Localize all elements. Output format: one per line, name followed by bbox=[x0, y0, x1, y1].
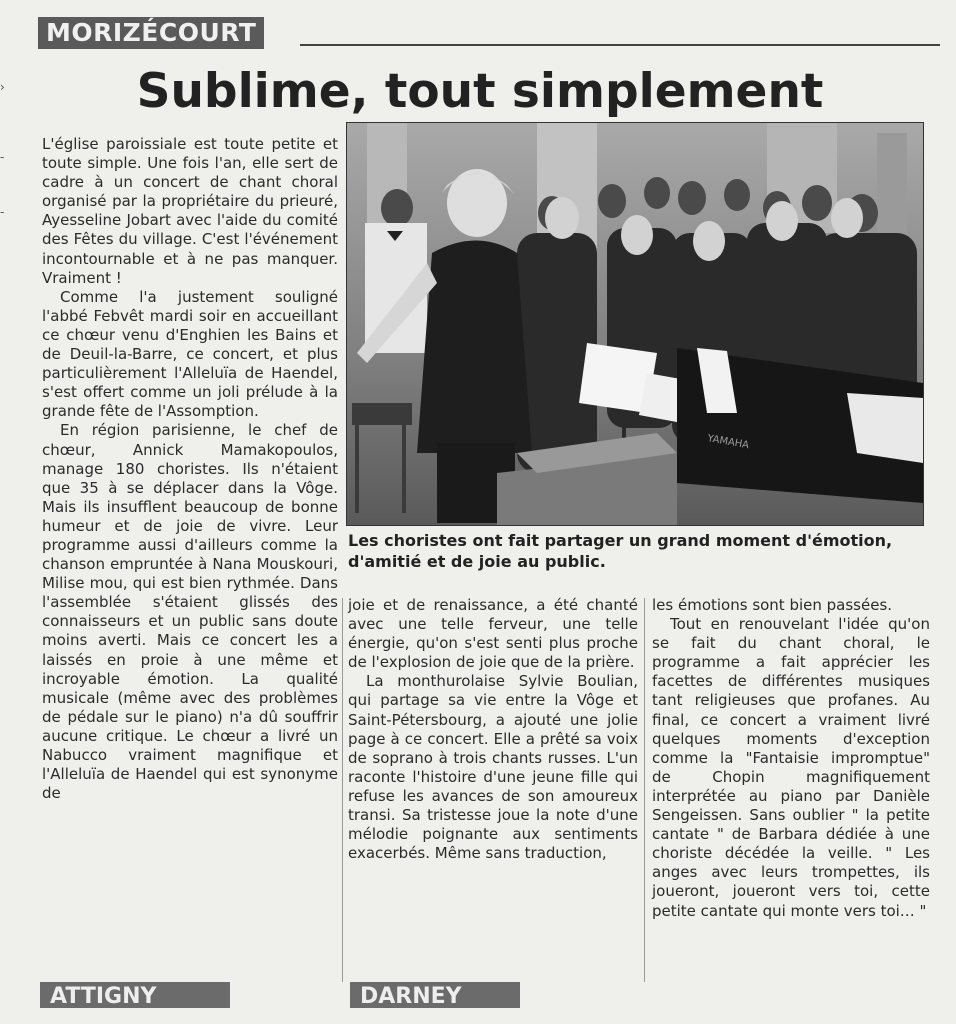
next-section-kicker: DARNEY bbox=[350, 982, 520, 1008]
section-kicker: MORIZÉCOURT bbox=[38, 17, 264, 49]
margin-mark: - bbox=[0, 205, 5, 219]
next-section-kicker: ATTIGNY bbox=[40, 982, 230, 1008]
concert-photo bbox=[346, 122, 924, 526]
piano-brand-label: YAMAHA bbox=[706, 433, 750, 452]
article-column-2 bbox=[348, 596, 638, 863]
section-rule bbox=[300, 44, 940, 46]
paragraph: L'église paroissiale est toute petite et toute simple. Une fois l'an, elle sert de cadre à un concert de chant choral organisé par la propriétaire du prieuré, Ayesseline Jobart avec l'aide du comité des Fêtes du village. C'est l'événement incontournable et à ne pas manquer. Vraiment ! bbox=[42, 135, 338, 287]
paragraph: Tout en renouvelant l'idée qu'on se fait du chant choral, le programme a fait apprécier les facettes de différentes musiques tant religieuses que profanes. Au final, ce concert a vraiment livré quelques moments d'exception comme la "Fantaisie impromptue" de Chopin magnifiquement interprétée au piano par Danièle Sengeissen. Sans oublier " la petite cantate " de Barbara dédiée à une choriste décédée la veille. " Les anges avec leurs trompettes, ils joueront, joueront vers toi, cette petite cantate qui monte vers toi… " bbox=[652, 615, 930, 920]
paragraph: Comme l'a justement souligné l'abbé Febvêt mardi soir en accueillant ce chœur venu d'Enghien les Bains et de Deuil-la-Barre, ce concert, et plus particulièrement l'Alleluïa de Haendel, s'est offert comme un joli prélude à la grande fête de l'Assomption. bbox=[42, 287, 338, 421]
paragraph: La monthurolaise Sylvie Boulian, qui partage sa vie entre la Vôge et Saint-Pétersbourg, a ajouté une jolie page à ce concert. Elle a prêté sa voix de soprano à trois chants russes. L'un raconte l'histoire d'une jeune fille qui refuse les avances de son amoureux transi. Sa tristesse joue la note d'une mélodie poignante aux sentiments exacerbés. Même sans traduction, bbox=[348, 672, 638, 863]
column-divider bbox=[644, 598, 645, 982]
article-headline: Sublime, tout simplement bbox=[136, 64, 824, 119]
article-column-3 bbox=[652, 596, 930, 921]
paragraph: En région parisienne, le chef de chœur, Annick Mamakopoulos, manage 180 choristes. Ils n'étaient que 35 à se déplacer dans la Vôge. Mais ils insufflent beaucoup de bonne humeur et de joie de vivre. Leur programme aussi d'ailleurs comme la chanson empruntée à Nana Mouskouri, Milise mou, qui est bien rythmée. Dans l'assemblée s'étaient glissés des connaisseurs et un public sans doute moins averti. Mais ce concert les a laissés en proie à une même et incroyable émotion. La qualité musicale (même avec des problèmes de pédale sur le piano) n'a dû souffrir aucune critique. Le chœur a livré un Nabucco vraiment magnifique et l'Alleluïa de Haendel qui est synonyme de bbox=[42, 421, 338, 803]
margin-mark: › bbox=[0, 80, 5, 94]
paragraph: les émotions sont bien passées. bbox=[652, 596, 893, 614]
photo-caption: Les choristes ont fait partager un grand moment d'émotion, d'amitié et de joie au public. bbox=[348, 531, 893, 571]
choir-photo-illustration bbox=[347, 123, 923, 525]
article-column-1 bbox=[42, 135, 338, 803]
column-divider bbox=[342, 598, 343, 982]
paragraph: joie et de renaissance, a été chanté avec une telle ferveur, une telle énergie, qu'on s'est senti plus proche de l'explosion de joie que de la prière. bbox=[348, 596, 638, 672]
margin-mark: - bbox=[0, 150, 5, 164]
